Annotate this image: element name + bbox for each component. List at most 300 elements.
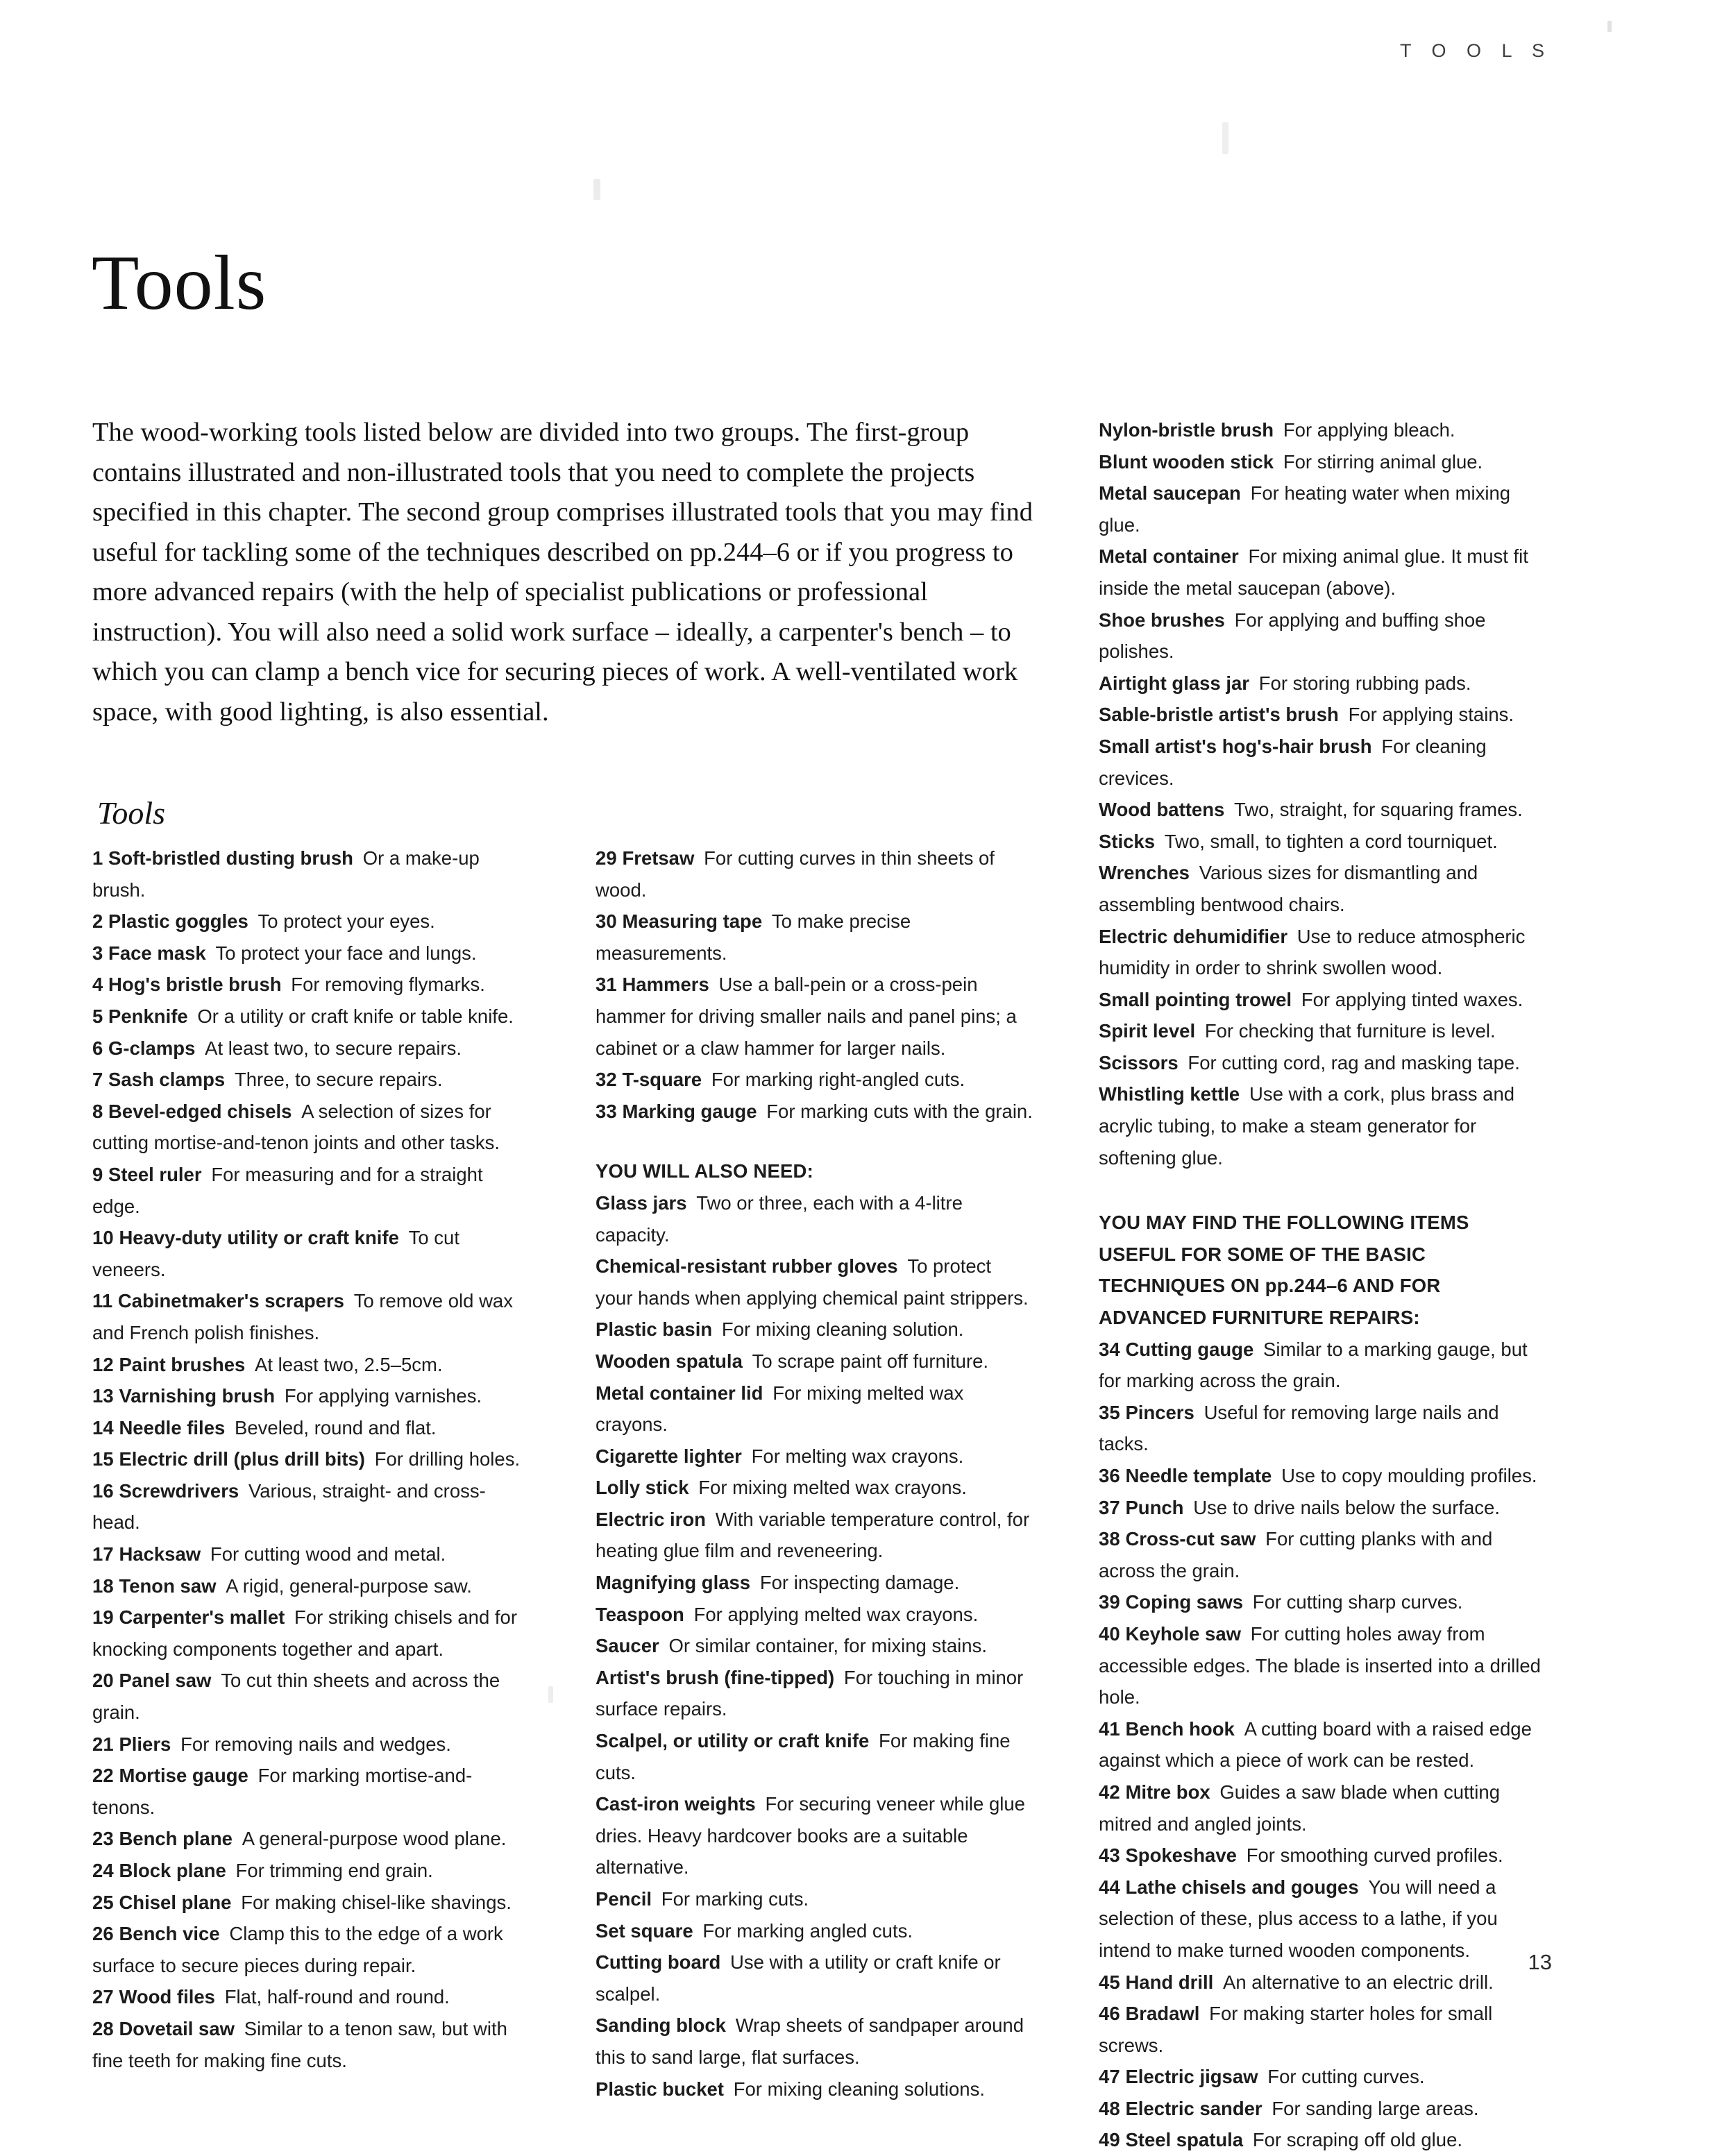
tool-entry-description: Beveled, round and flat. [235,1416,437,1438]
tool-entry-description: For cutting wood and metal. [210,1543,446,1565]
tool-entry-name: Cast-iron weights [596,1793,756,1815]
tool-entry-number: 32 [596,1069,617,1091]
tool-entry-name: Scissors [1099,1051,1179,1073]
tool-entry-name: Sable-bristle artist's brush [1099,704,1339,726]
tool-entry-name: Electric dehumidifier [1099,925,1288,947]
tool-entry-description: For applying varnishes. [284,1385,482,1407]
tool-entry-name: Plastic goggles [108,910,248,933]
tool-entry-number: 45 [1099,1971,1120,1993]
tool-entry-description: Wrap sheets of sandpaper around this to sand large, flat surfaces. [596,2014,1024,2068]
tool-entry-description: Two or three, each with a 4-litre capacity. [596,1191,963,1246]
tool-entry-name: Sticks [1099,830,1156,852]
tool-entry-number: 14 [92,1416,114,1438]
tool-entry [1099,1523,1550,1586]
tool-entry [92,1981,523,2013]
tool-entry-number: 46 [1099,2003,1120,2025]
tool-entry-number: 40 [1099,1622,1120,1645]
tool-entry-name: Spokeshave [1125,1844,1237,1867]
tool-entry-name: Teaspoon [596,1603,684,1625]
tool-entry [596,1725,1033,1788]
tool-entry-name: Magnifying glass [596,1572,751,1594]
tool-entry-name: Bradawl [1125,2003,1200,2025]
tool-entry [92,1033,523,1064]
tool-entry [1099,604,1550,668]
tool-entry-number: 31 [596,974,617,996]
tool-entry-name: Saucer [596,1635,659,1657]
tool-entry [92,1096,523,1159]
tool-entry-name: Artist's brush (fine-tipped) [596,1666,835,1688]
tool-entry-name: Bench plane [119,1828,233,1850]
tool-entry-number: 9 [92,1163,103,1185]
tool-entry-name: Dovetail saw [119,2017,235,2039]
tool-entry-number: 19 [92,1606,114,1629]
tool-entry [1099,668,1550,699]
tool-entry [92,1538,523,1570]
tool-entry-name: Bevel-edged chisels [108,1100,292,1122]
tool-entry-description: For heating water when mixing glue. [1099,482,1511,536]
tool-entry-name: Plastic bucket [596,2078,724,2100]
tool-entry [596,1504,1033,1567]
tool-entry-description: For making fine cuts. [596,1730,1011,1783]
tool-entry [1099,1047,1550,1079]
tool-entry-name: Punch [1125,1496,1184,1518]
tool-entry-description: For applying and buffing shoe polishes. [1099,609,1486,663]
tool-entry [92,906,523,937]
tool-entry [1099,414,1550,446]
tool-entry-number: 2 [92,910,103,933]
tool-entry-number: 25 [92,1891,114,1913]
tool-entry-description: To remove old wax and French polish finishes. [92,1290,513,1343]
tool-entry-description: Various sizes for dismantling and assembling bentwood chairs. [1099,862,1478,915]
tool-entry-name: Steel spatula [1125,2129,1244,2151]
tool-entry [1099,1460,1550,1492]
tool-entry [92,1001,523,1033]
tool-entry [596,1788,1033,1883]
tool-entry [596,1599,1033,1631]
tool-entry [1099,1998,1550,2061]
tool-entry-description: For striking chisels and for knocking components together and apart. [92,1606,517,1660]
tool-entry-name: Sash clamps [108,1069,226,1091]
page-title: Tools [92,240,267,326]
tool-entry-description: For cleaning crevices. [1099,735,1487,789]
tool-entry-description: Use to drive nails below the surface. [1193,1496,1500,1518]
tool-entry-name: Paint brushes [119,1353,246,1375]
tools-list-column-1 [92,842,523,2076]
tool-entry [1099,1586,1550,1618]
tool-entry-number: 28 [92,2017,114,2039]
tool-entry [1099,1492,1550,1524]
tool-entry-description: For marking cuts. [661,1888,809,1910]
tool-entry [1099,1334,1550,1397]
tool-entry-number: 8 [92,1100,103,1122]
tool-entry-description: For cutting curves. [1267,2066,1425,2088]
tool-entry-name: Soft-bristled dusting brush [108,847,353,869]
tool-entry-number: 22 [92,1765,114,1787]
tools-list-column-2-also-need [596,1187,1033,2105]
tool-entry-description: For applying stains. [1348,704,1514,726]
tool-entry-name: Set square [596,1919,693,1942]
tool-entry [92,1349,523,1381]
tool-entry-name: Electric iron [596,1508,706,1530]
tool-entry-description: For stirring animal glue. [1283,450,1483,473]
tool-entry-name: Lathe chisels and gouges [1125,1876,1359,1898]
tool-entry [92,2013,523,2076]
tool-entry [1099,477,1550,541]
tool-entry-number: 27 [92,1986,114,2008]
tool-entry-description: For smoothing curved profiles. [1246,1844,1503,1867]
tool-entry-description: Clamp this to the edge of a work surface to secure pieces during repair. [92,1923,503,1976]
tool-entry [92,1285,523,1348]
tool-entry [92,937,523,969]
tool-entry-number: 39 [1099,1591,1120,1613]
tool-entry-name: Mortise gauge [119,1765,248,1787]
tool-entry-description: Guides a saw blade when cutting mitred and angled joints. [1099,1781,1501,1835]
tool-entry-number: 43 [1099,1844,1120,1867]
tool-entry-number: 12 [92,1353,114,1375]
tool-entry [1099,2061,1550,2093]
tool-entry-name: Measuring tape [622,910,763,933]
tool-entry-name: Scalpel, or utility or craft knife [596,1730,870,1752]
tool-entry-number: 10 [92,1227,114,1249]
tool-entry-description: Flat, half-round and round. [224,1986,450,2008]
tool-entry-description: Two, straight, for squaring frames. [1234,799,1523,821]
tool-entry [1099,984,1550,1016]
intro-paragraph: The wood-working tools listed below are divided into two groups. The first-group contains illustrated and non-illustrated tools that you need to complete the projects specified in this chapter. The second group comprises illustrated tools that you may find useful for tackling some of the techniques described on pp.244–6 or if you progress to more advanced repairs (with the help of specialist publications or professional instruction). You will also need a solid work surface – ideally, a carpenter's bench – to which you can clamp a bench vice for securing pieces of work. A well-ventilated work space, with good lighting, is also essential. [92,418,1033,727]
tool-entry-description: For cutting sharp curves. [1252,1591,1463,1613]
tool-entry [92,1412,523,1444]
tool-entry-description: For melting wax crayons. [751,1445,964,1467]
tool-entry-description: Three, to secure repairs. [234,1069,443,1091]
tool-entry [596,1567,1033,1599]
tool-entry-number: 29 [596,847,617,869]
tool-entry-name: G-clamps [108,1037,196,1059]
tool-entry-name: Airtight glass jar [1099,672,1249,694]
tool-entry-name: Hand drill [1125,1971,1214,1993]
tool-entry-description: Use with a utility or craft knife or scalpel. [596,1951,1001,2005]
tool-entry-number: 36 [1099,1465,1120,1486]
tool-entry [596,906,1033,969]
tool-entry [92,1475,523,1538]
tool-entry [1099,699,1550,731]
tool-entry [1099,921,1550,984]
tool-entry-name: Needle files [119,1416,226,1438]
scan-speck [548,1686,553,1703]
tool-entry-description: For mixing cleaning solution. [721,1318,964,1341]
tool-entry-description: A cutting board with a raised edge against which a piece of work can be rested. [1099,1717,1532,1772]
tool-entry-name: Metal container [1099,545,1239,568]
tool-entry [92,1380,523,1412]
tool-entry-description: To cut thin sheets and across the grain. [92,1670,500,1724]
tool-entry-description: Use a ball-pein or a cross-pein hammer for driving smaller nails and panel pins; a cabinet or a claw hammer for larger nails. [596,974,1017,1059]
tool-entry-description: Similar to a tenon saw, but with fine teeth for making fine cuts. [92,2017,507,2071]
section-heading-you-may-find-useful: YOU MAY FIND THE FOLLOWING ITEMS USEFUL FOR SOME OF THE BASIC TECHNIQUES ON pp.244–6 AND FOR ADVANCED FURNITURE REPAIRS: [1099,1212,1469,1329]
tool-entry-description: To make precise measurements. [596,910,911,964]
tool-entry-name: Varnishing brush [119,1385,276,1407]
tool-entry [596,1472,1033,1504]
tool-entry-name: Bench vice [119,1923,220,1945]
running-header: T O O L S [1399,40,1552,61]
tool-entry-number: 20 [92,1670,114,1692]
tool-entry-description: Similar to a marking gauge, but for marking across the grain. [1099,1338,1528,1392]
tool-entry [1099,1397,1550,1460]
tool-entry-description: To scrape paint off furniture. [752,1350,989,1372]
tool-entry [596,2073,1033,2105]
tool-entry-name: Screwdrivers [119,1479,239,1502]
tool-entry [1099,826,1550,858]
tool-entry-description: Useful for removing large nails and tacks. [1099,1401,1499,1455]
tool-entry [1099,1713,1550,1776]
tool-entry-number: 44 [1099,1876,1120,1898]
tool-entry-number: 13 [92,1385,114,1407]
tool-entry-name: Small pointing trowel [1099,988,1292,1010]
tool-entry-name: Cabinetmaker's scrapers [117,1290,344,1312]
tool-entry-name: Panel saw [119,1670,212,1692]
tool-entry-name: Small artist's hog's-hair brush [1099,735,1372,757]
tool-entry-name: Electric drill (plus drill bits) [119,1448,365,1470]
tool-entry-number: 23 [92,1828,114,1850]
tool-entry-name: Marking gauge [622,1100,757,1122]
tool-entry-name: Nylon-bristle brush [1099,419,1274,441]
tool-entry [596,1096,1033,1128]
tool-entry-number: 21 [92,1733,114,1755]
tool-entry-name: Wood files [119,1986,215,2008]
tool-entry-name: Cross-cut saw [1125,1528,1256,1550]
tool-entry-description: For mixing melted wax crayons. [698,1477,967,1499]
tool-entry-number: 49 [1099,2129,1120,2151]
tool-entry-description: For cutting cord, rag and masking tape. [1188,1051,1520,1073]
tool-entry [596,1915,1033,1947]
tool-entry-description: For applying bleach. [1283,419,1455,441]
tool-entry [92,1760,523,1823]
tool-entry-name: Blunt wooden stick [1099,450,1274,473]
tool-entry [92,1443,523,1475]
tool-entry-name: Cutting board [596,1951,721,1973]
tool-entry-number: 48 [1099,2097,1120,2119]
page-number: 13 [1528,1950,1552,1974]
tool-entry [1099,1840,1550,1871]
tool-entry-number: 30 [596,910,617,933]
tool-entry-description: To cut veneers. [92,1227,459,1280]
tool-entry-name: Needle template [1125,1465,1272,1486]
tool-entry-number: 42 [1099,1781,1120,1803]
tool-entry-description: To protect your face and lungs. [215,942,477,964]
tool-entry-name: Sanding block [596,2014,726,2037]
tool-entry-number: 37 [1099,1496,1120,1518]
tool-entry-name: Pencil [596,1888,652,1910]
tool-entry-description: An alternative to an electric drill. [1223,1971,1494,1993]
tool-entry-description: For scraping off old glue. [1252,2129,1463,2151]
tool-entry-name: Cutting gauge [1125,1338,1254,1360]
tool-entry-name: Chemical-resistant rubber gloves [596,1255,898,1278]
tool-entry-description: For securing veneer while glue dries. Heavy hardcover books are a suitable alternative. [596,1793,1025,1878]
tool-entry-name: Pliers [119,1733,171,1755]
tool-entry-description: For inspecting damage. [759,1572,960,1594]
tool-entry-name: Plastic basin [596,1318,713,1341]
tool-entry-name: Electric sander [1125,2097,1263,2119]
tools-column-2 [596,842,1033,2105]
tool-entry-description: Or similar container, for mixing stains. [668,1635,987,1657]
tool-entry-name: Metal container lid [596,1382,763,1404]
tool-entry [596,1630,1033,1662]
tool-entry-description: For marking right-angled cuts. [711,1069,965,1091]
tool-entry-name: Hog's bristle brush [108,974,282,996]
tool-entry [596,1946,1033,2010]
tool-entry [92,842,523,906]
tool-entry [596,1187,1033,1250]
tool-entry [92,1665,523,1728]
tool-entry-name: Block plane [119,1860,226,1881]
tool-entry-description: For removing flymarks. [291,974,485,996]
tool-entry [1099,731,1550,794]
tool-entry-description: For cutting planks with and across the grain. [1099,1528,1493,1581]
tool-entry [596,842,1033,906]
tool-entry [1099,794,1550,826]
tool-entry-name: Shoe brushes [1099,609,1225,631]
scan-speck [1222,122,1228,154]
tool-entry [1099,857,1550,920]
tool-entry-name: Wood battens [1099,799,1225,821]
tool-entry [596,1662,1033,1725]
tool-entry-description: Use to reduce atmospheric humidity in order to shrink swollen wood. [1099,925,1526,979]
tool-entry-name: Pincers [1125,1401,1194,1423]
tool-entry-description: To protect your hands when applying chemical paint strippers. [596,1255,1029,1309]
tool-entry-number: 33 [596,1100,617,1122]
tool-entry-description: A rigid, general-purpose saw. [226,1574,472,1597]
tool-entry-description: For mixing melted wax crayons. [596,1382,964,1436]
tool-entry [1099,2124,1550,2156]
tool-entry-name: Carpenter's mallet [119,1606,285,1629]
tool-entry [92,1918,523,1981]
tool-entry-description: For trimming end grain. [235,1860,433,1881]
tool-entry-number: 6 [92,1037,103,1059]
tool-entry-name: Heavy-duty utility or craft knife [119,1227,399,1249]
tool-entry-description: For cutting holes away from accessible edges. The blade is inserted into a drilled hole. [1099,1622,1541,1708]
tool-entry-description: You will need a selection of these, plus access to a lathe, if you intend to make turned wooden components. [1099,1876,1498,1961]
tool-entry [596,1250,1033,1314]
tool-entry-description: Or a utility or craft knife or table knife. [197,1005,514,1027]
tool-entry-name: Hacksaw [119,1543,201,1565]
tool-entry [92,1570,523,1602]
tool-entry-name: Spirit level [1099,1020,1196,1042]
tool-entry-name: Hammers [622,974,709,996]
tool-entry-number: 16 [92,1479,114,1502]
tools-column-1 [92,842,523,2076]
tool-entry-name: Lolly stick [596,1477,689,1499]
tool-entry-name: Whistling kettle [1099,1083,1240,1105]
tool-entry-description: For making starter holes for small screws. [1099,2003,1493,2056]
scan-speck [1607,21,1612,32]
tool-entry-description: For cutting curves in thin sheets of wood. [596,847,995,901]
tool-entry-number: 3 [92,942,103,964]
tool-entry [1099,1078,1550,1173]
tool-entry-description: For checking that furniture is level. [1204,1020,1496,1042]
tools-list-column-3-numbered [1099,1334,1550,2156]
tool-entry [1099,1967,1550,1998]
tools-list-column-3-unnumbered [1099,414,1550,1173]
tool-entry [92,1159,523,1222]
tool-entry [1099,1015,1550,1047]
tool-entry-name: Glass jars [596,1191,687,1214]
tool-entry-description: With variable temperature control, for heating glue film and reveneering. [596,1508,1030,1562]
tool-entry-number: 11 [92,1290,113,1312]
tool-entry-number: 1 [92,847,103,869]
tool-entry-number: 34 [1099,1338,1120,1360]
tool-entry-name: Electric jigsaw [1125,2066,1258,2088]
tool-entry [596,969,1033,1064]
tool-entry-number: 35 [1099,1401,1120,1423]
tool-entry-description: A general-purpose wood plane. [242,1828,507,1850]
tools-list-column-2-numbered [596,842,1033,1127]
tool-entry-name: Mitre box [1125,1781,1210,1803]
tool-entry-name: Fretsaw [622,847,695,869]
tool-entry [92,1064,523,1096]
tool-entry [92,969,523,1001]
tool-entry-description: For marking angled cuts. [702,1919,913,1942]
tool-entry-name: Wooden spatula [596,1350,743,1372]
tool-entry-description: For mixing animal glue. It must fit inside the metal saucepan (above). [1099,545,1528,599]
tool-entry-description: For marking cuts with the grain. [766,1100,1033,1122]
tools-subheading: Tools [97,795,166,831]
tool-entry-description: Two, small, to tighten a cord tourniquet. [1164,830,1498,852]
tool-entry-description: For removing nails and wedges. [180,1733,451,1755]
tool-entry [92,1729,523,1760]
tool-entry-description: For mixing cleaning solutions. [733,2078,985,2100]
tool-entry-description: For making chisel-like shavings. [241,1891,512,1913]
tool-entry-name: Chisel plane [119,1891,232,1913]
tool-entry-name: Face mask [108,942,206,964]
tool-entry-number: 5 [92,1005,103,1027]
tool-entry [92,1855,523,1887]
tool-entry-name: T-square [622,1069,702,1091]
tool-entry [596,1314,1033,1346]
tool-entry [596,2010,1033,2073]
tool-entry-name: Cigarette lighter [596,1445,742,1467]
tool-entry-description: A selection of sizes for cutting mortise-and-tenon joints and other tasks. [92,1100,500,1154]
tool-entry-description: For applying melted wax crayons. [693,1603,979,1625]
tool-entry-number: 41 [1099,1717,1120,1740]
tool-entry-number: 17 [92,1543,114,1565]
tool-entry-description: To protect your eyes. [257,910,435,933]
tool-entry-name: Metal saucepan [1099,482,1241,504]
tool-entry-number: 15 [92,1448,114,1470]
tool-entry-description: For storing rubbing pads. [1258,672,1471,694]
tool-entry [92,1887,523,1919]
tool-entry-number: 7 [92,1069,103,1091]
tool-entry-name: Bench hook [1125,1717,1235,1740]
tool-entry-description: For marking mortise-and-tenons. [92,1765,473,1818]
tool-entry-description: Various, straight- and cross-head. [92,1479,486,1534]
section-heading-you-will-also-need: YOU WILL ALSO NEED: [596,1160,813,1182]
tool-entry-name: Steel ruler [108,1163,202,1185]
tool-entry-description: For applying tinted waxes. [1301,988,1523,1010]
tool-entry [596,1441,1033,1472]
tool-entry [1099,1618,1550,1713]
tool-entry-number: 24 [92,1860,114,1881]
tool-entry [596,1377,1033,1441]
tool-entry-description: Use with a cork, plus brass and acrylic tubing, to make a steam generator for softening glue. [1099,1083,1515,1169]
tool-entry-name: Keyhole saw [1125,1622,1242,1645]
tool-entry [1099,1871,1550,1967]
tool-entry-description: For measuring and for a straight edge. [92,1163,483,1217]
tool-entry-name: Coping saws [1125,1591,1244,1613]
tool-entry [1099,446,1550,478]
tool-entry [1099,1776,1550,1840]
tool-entry [92,1823,523,1855]
tool-entry-description: Or a make-up brush. [92,847,480,901]
tool-entry-name: Penknife [108,1005,188,1027]
tool-entry-number: 47 [1099,2066,1120,2088]
tool-entry [596,1064,1033,1096]
